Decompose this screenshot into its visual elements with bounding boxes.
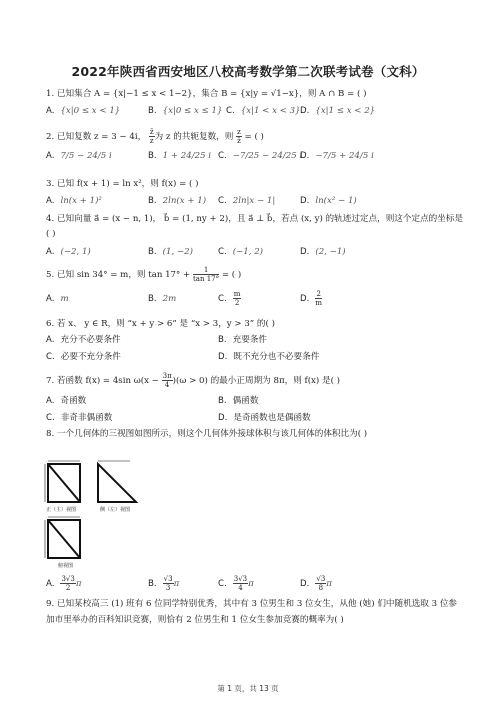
q5-option-d: D. $\frac{2}{m}$ [300,290,322,307]
question-4-stem: 4. 已知向量 a⃗ = (x − n, 1)， b⃗ = (1, ny + 2)，且 a⃗ ⊥ b⃗，若点 (x, y) 的轨迹过定点，则这个定点的坐标是 [46,214,464,224]
q7-option-a: A. 奇函数 [46,396,87,406]
question-9-stem-cont: 加市里举办的百科知识竞赛，则恰有 2 位男生和 1 位女生参加竞赛的概率为( ) [46,615,344,625]
q3-option-a: A. ln(x + 1)² [46,196,102,206]
page-title: 2022年陕西省西安地区八校高考数学第二次联考试卷（文科） [71,64,425,79]
q5-option-c: C. $\frac{m}{2}$ [218,290,241,307]
q8-option-d: D. $\frac{√3}{8}$ π [300,575,332,592]
q3-option-c: C. 2ln|x − 1| [218,196,276,206]
top-view [45,517,80,558]
question-2-stem: 2. 已知复数 z = 3 − 4i， $\frac{z̄}{z}$ 为 z 的共轭复数，则 $\frac{z}{z̄}$ = ( ) [46,128,264,145]
front-view [45,461,80,502]
q1-option-c: C. {x|1 < x < 3} [226,106,301,116]
q6-option-a: A. 充分不必要条件 [46,335,121,345]
question-9-stem: 9. 已知某校高三 (1) 班有 6 位同学特别优秀，其中有 3 位男生和 3 位女生，从他 (她) 们中随机选取 3 位参 [46,599,458,609]
question-1-stem: 1. 已知集合 A = {x|−1 ≤ x < 1−2}，集合 B = {x|y = √1−x}，则 A ∩ B = ( ) [46,89,367,99]
q1-option-b: B. {x|0 ≤ x ≤ 1} [148,106,223,116]
q2-option-d: D. −7/5 + 24/5 i [300,151,374,161]
q4-option-c: C. (−1, 2) [218,247,264,257]
q4-option-d: D. (2, −1) [300,247,346,257]
three-view-figure [40,458,170,568]
page-footer: 第 1 页，共 13 页 [217,684,279,693]
question-7-stem: 7. 若函数 f(x) = 4sin ω(x − $\frac{3\pi}{4}$ )(ω > 0) 的最小正周期为 8π，则 f(x) 是( ) [46,372,341,389]
q2-option-a: A. 7/5 − 24/5 i [46,151,112,161]
q7-option-b: B. 偶函数 [218,396,259,406]
q2-option-c: C. −7/25 − 24/25 i [218,151,303,161]
q8-option-b: B. $\frac{√3}{3}$ π [148,575,180,592]
question-5-stem: 5. 已知 sin 34° = m，则 tan 17° + $\frac{1}{\tan 17^\circ}$ = ( ) [46,266,242,283]
q3-option-d: D. ln(x² − 1) [300,196,357,206]
side-view [98,461,136,502]
q5-option-b: B. 2m [148,294,177,304]
q1-option-a: A. {x|0 ≤ x < 1} [46,106,121,116]
question-8-stem: 8. 一个几何体的三视图如图所示，则这个几何体外接球体积与该几何体的体积比为( ) [46,429,368,439]
fig-caption-front: 正（主）视图 [46,507,77,513]
q4-option-b: B. (1, −2) [148,247,193,257]
q8-option-c: C. $\frac{3√3}{4}$ π [218,575,254,592]
q7-option-c: C. 非奇非偶函数 [46,413,113,423]
q1-option-d: D. {x|1 ≤ x < 2} [300,106,376,116]
q3-option-b: B. 2ln(x + 1) [148,196,207,206]
q8-option-a: A. $\frac{3√3}{2}$ π [46,575,82,592]
fig-caption-side: 侧（左）视图 [100,507,131,513]
q6-option-b: B. 充要条件 [218,335,268,345]
question-6-stem: 6. 若 x、 y ∈ R，则 “x + y > 6” 是 “x > 3，y > 3” 的( ) [46,319,275,329]
q5-option-a: A. m [46,294,69,304]
question-4-stem-cont: ( ) [46,229,56,239]
q4-option-a: A. (−2, 1) [46,247,91,257]
q6-option-c: C. 必要不充分条件 [46,352,121,362]
question-3-stem: 3. 已知 f(x + 1) = ln x²，则 f(x) = ( ) [46,179,199,189]
fig-caption-top: 俯视图 [58,563,74,569]
q2-option-b: B. 1 + 24/25 i [148,151,212,161]
q7-option-d: D. 是奇函数也是偶函数 [218,413,311,423]
q6-option-d: D. 既不充分也不必要条件 [218,352,320,362]
